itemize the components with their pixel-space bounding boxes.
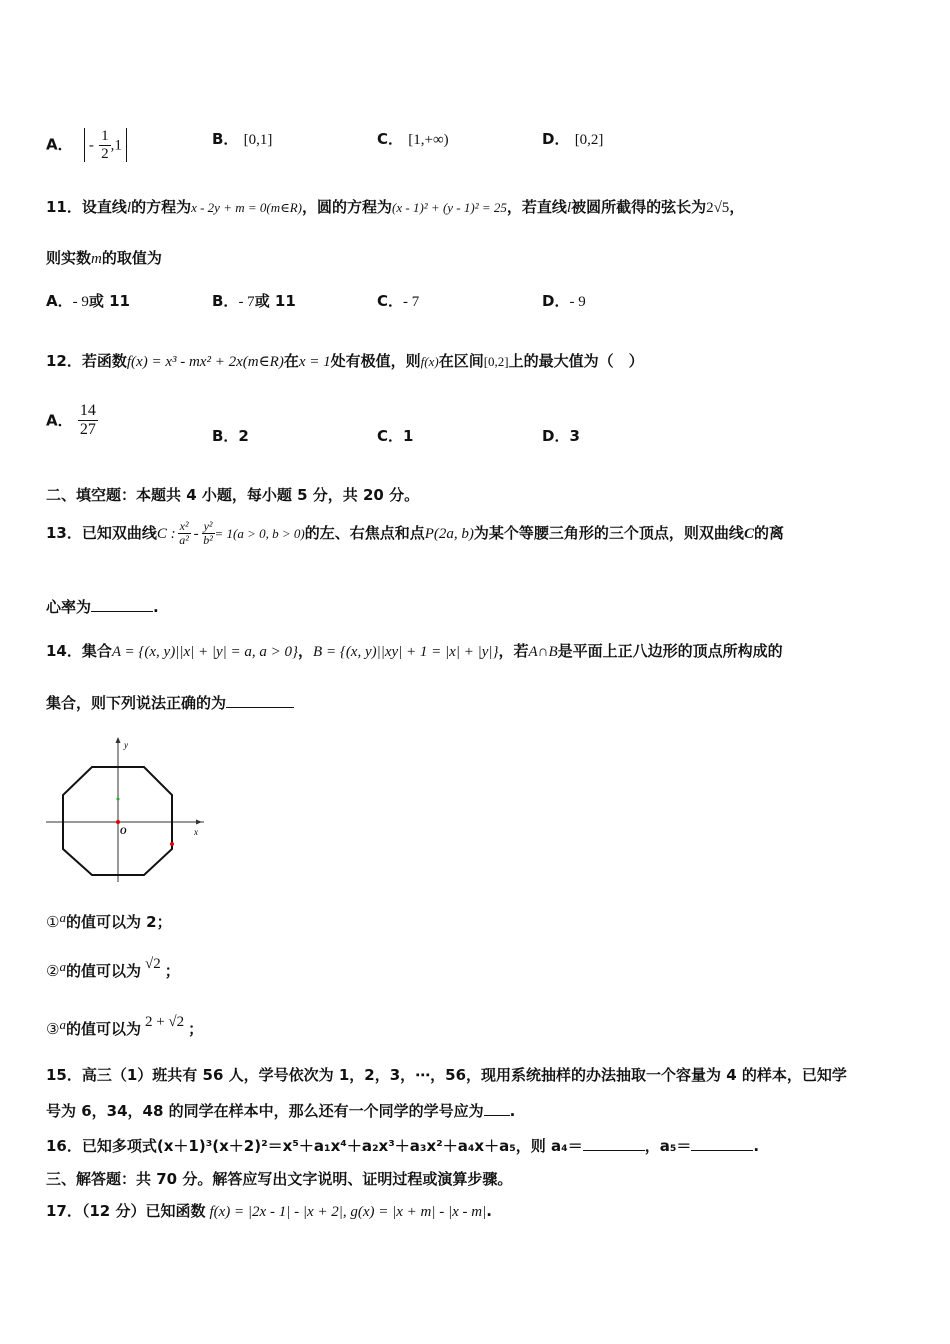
fraction (178, 520, 191, 547)
text: 号为 6，34，48 的同学在样本中，那么还有一个同学的学号应为 (46, 1102, 484, 1120)
option-label: A． (46, 292, 73, 310)
option-tail: 或 11 (254, 292, 296, 310)
text: 的离 (753, 524, 784, 543)
q14-statement-2 (46, 956, 180, 981)
text: 集合 (81, 642, 112, 660)
text: 集合，则下列说法正确的为 (46, 694, 227, 712)
text: ，若 (498, 642, 529, 660)
math-var: C (743, 526, 754, 543)
text: 在 (283, 352, 299, 370)
chord-length: 2√5 (706, 200, 730, 216)
numerator: 1 (101, 128, 109, 144)
text: 若函数 (81, 352, 127, 370)
q10-option-b[interactable] (212, 128, 272, 149)
text: （12 分）已知函数 (81, 1202, 206, 1220)
q10-a-interval (84, 128, 127, 162)
option-value: [0,1] (243, 132, 273, 148)
text: 的值可以为 (65, 962, 141, 980)
math-var: a (59, 910, 66, 925)
function-expr: f(x) = x³ - mx² + 2x(m∈R) (126, 354, 284, 370)
vertex-point (170, 842, 174, 846)
math-var: l (126, 200, 132, 216)
text: . (753, 1137, 760, 1155)
q11-option-d[interactable] (542, 290, 586, 311)
text: 的左、右焦点和点 (304, 524, 425, 543)
option-label: B． (212, 130, 239, 148)
q12-option-b[interactable]: B．2 (212, 427, 249, 445)
q12-option-a[interactable] (46, 402, 98, 438)
q14-statement-3 (46, 1014, 203, 1039)
y-axis-arrow (116, 737, 121, 743)
question-number: 17． (46, 1202, 82, 1220)
answer-blank[interactable] (91, 611, 153, 612)
q13-stem-line1 (46, 520, 784, 547)
origin-point (116, 820, 120, 824)
math-var: a (59, 959, 66, 974)
option-value: - 7 (238, 294, 255, 310)
q14-stem-line1 (46, 640, 783, 661)
circle-equation: (x - 1)² + (y - 1)² = 25 (392, 200, 507, 215)
denominator: b² (203, 533, 213, 548)
option-label: A． (46, 135, 73, 154)
value: √2 (144, 956, 161, 972)
octagon-figure (44, 734, 209, 884)
text: 心率为 (46, 598, 92, 616)
text: 已知双曲线 (81, 524, 157, 543)
numerator: y² (203, 519, 213, 533)
q12-option-c[interactable]: C．1 (377, 427, 414, 445)
minus-sign: - (193, 526, 199, 543)
answer-blank[interactable] (226, 707, 294, 708)
q12-option-d[interactable]: D．3 (542, 427, 580, 445)
text: 在区间 (438, 352, 484, 370)
option-label: D． (542, 130, 570, 148)
text: ，圆的方程为 (302, 198, 393, 216)
q11-stem-line2 (46, 247, 162, 268)
text: . (486, 1202, 492, 1220)
math-var: C : (156, 526, 176, 543)
q11-option-b[interactable] (212, 290, 296, 311)
text: 的值可以为 (65, 1020, 141, 1038)
option-value: - 9 (569, 294, 586, 310)
answer-blank-a4[interactable] (583, 1150, 645, 1151)
math-var: m (91, 251, 102, 267)
q16-stem (46, 1135, 759, 1156)
text: 的值可以为 2； (65, 913, 172, 931)
x-axis-label: x (194, 827, 198, 837)
intersection: A∩B (528, 644, 558, 660)
q12-stem (46, 350, 644, 371)
section-2-heading: 二、填空题：本题共 4 小题，每小题 5 分，共 20 分。 (46, 486, 420, 504)
option-value: - 7 (403, 294, 420, 310)
answer-blank[interactable] (484, 1115, 510, 1116)
math-var: l (566, 200, 572, 216)
q10-option-a[interactable] (46, 128, 127, 162)
text: 被圆所截得的弦长为 (571, 198, 707, 216)
origin-label: O (120, 826, 127, 836)
interval-end: ,1 (110, 137, 122, 154)
line-equation: x - 2y + m = 0(m∈R) (191, 200, 302, 215)
option-label: C． (377, 130, 404, 148)
question-number: 12． (46, 352, 82, 370)
text: ； (164, 962, 180, 980)
option-tail: 或 11 (88, 292, 130, 310)
denominator: a² (179, 533, 189, 548)
minus-sign: - (88, 137, 94, 154)
question-number: 11． (46, 198, 82, 216)
math-expr: f(x) (420, 354, 439, 369)
option-label: B． (212, 292, 239, 310)
q11-stem-line1 (46, 196, 744, 217)
x-axis-arrow (196, 820, 202, 825)
value: 2 + √2 (144, 1014, 185, 1030)
point: P(2a, b) (424, 526, 474, 543)
text: 为某个等腰三角形的三个顶点，则双曲线 (473, 524, 744, 543)
fraction (99, 128, 111, 162)
interval: [0,2] (483, 354, 509, 369)
q15-line1: 15．高三（1）班共有 56 人，学号依次为 1，2，3，⋯，56，现用系统抽样的办法抽取一个容量为 4 的样本，已知学 (46, 1066, 847, 1084)
math-expr: x = 1 (298, 354, 331, 370)
q15-line2 (46, 1100, 515, 1121)
denominator: 27 (79, 420, 96, 438)
option-value: [0,2] (574, 132, 604, 148)
fraction (202, 520, 215, 547)
text: 的取值为 (101, 249, 162, 267)
y-axis-label: y (124, 740, 128, 750)
option-label: D． (542, 292, 570, 310)
function-expr: f(x) = |2x - 1| - |x + 2|, g(x) = |x + m| - |x - m| (209, 1204, 487, 1220)
option-value: - 9 (72, 294, 89, 310)
q14-statement-1 (46, 910, 172, 932)
q10-option-c[interactable] (377, 128, 449, 149)
text: ，若直线 (506, 198, 567, 216)
option-value: [1,+∞) (408, 132, 449, 148)
circled-number: ② (46, 962, 60, 980)
section-3-heading: 三、解答题：共 70 分。解答应写出文字说明、证明过程或演算步骤。 (46, 1170, 513, 1188)
question-number: 13． (46, 524, 82, 543)
option-label: C． (377, 292, 404, 310)
text: 则实数 (46, 249, 92, 267)
option-label: A． (46, 411, 73, 430)
text: ， (729, 198, 745, 216)
text: . (153, 598, 159, 616)
q14-stem-line2 (46, 692, 294, 713)
set-b: B = {(x, y)||xy| + 1 = |x| + |y|} (313, 644, 499, 660)
set-a: A = {(x, y)||x| + |y| = a, a > 0} (111, 644, 299, 660)
text: ， (298, 642, 314, 660)
q11-option-c[interactable] (377, 290, 419, 311)
answer-blank-a5[interactable] (691, 1150, 753, 1151)
text: 处有极值，则 (330, 352, 421, 370)
text: ； (188, 1020, 204, 1038)
text: 上的最大值为（ ） (508, 352, 644, 370)
numerator: x² (179, 519, 189, 533)
text: . (509, 1102, 516, 1120)
circled-number: ③ (46, 1020, 60, 1038)
q11-option-a[interactable] (46, 290, 130, 311)
math-var: a (59, 1017, 66, 1032)
condition: = 1(a > 0, b > 0) (214, 526, 305, 542)
text: 的方程为 (131, 198, 192, 216)
question-number: 14． (46, 642, 82, 660)
q17-stem (46, 1200, 492, 1221)
q13-stem-line2 (46, 596, 159, 617)
text: ，a₅＝ (644, 1137, 692, 1155)
numerator: 14 (79, 402, 96, 419)
fraction (78, 402, 98, 438)
circled-number: ① (46, 913, 60, 931)
text: 设直线 (81, 198, 127, 216)
text: 16．已知多项式(x＋1)³(x＋2)²＝x⁵＋a₁x⁴＋a₂x³＋a₃x²＋a₄x＋a₅，则 a₄＝ (46, 1137, 583, 1155)
denominator: 2 (101, 145, 109, 162)
axis-point (117, 798, 120, 801)
text: 是平面上正八边形的顶点所构成的 (557, 642, 783, 660)
q10-option-d[interactable] (542, 128, 603, 149)
